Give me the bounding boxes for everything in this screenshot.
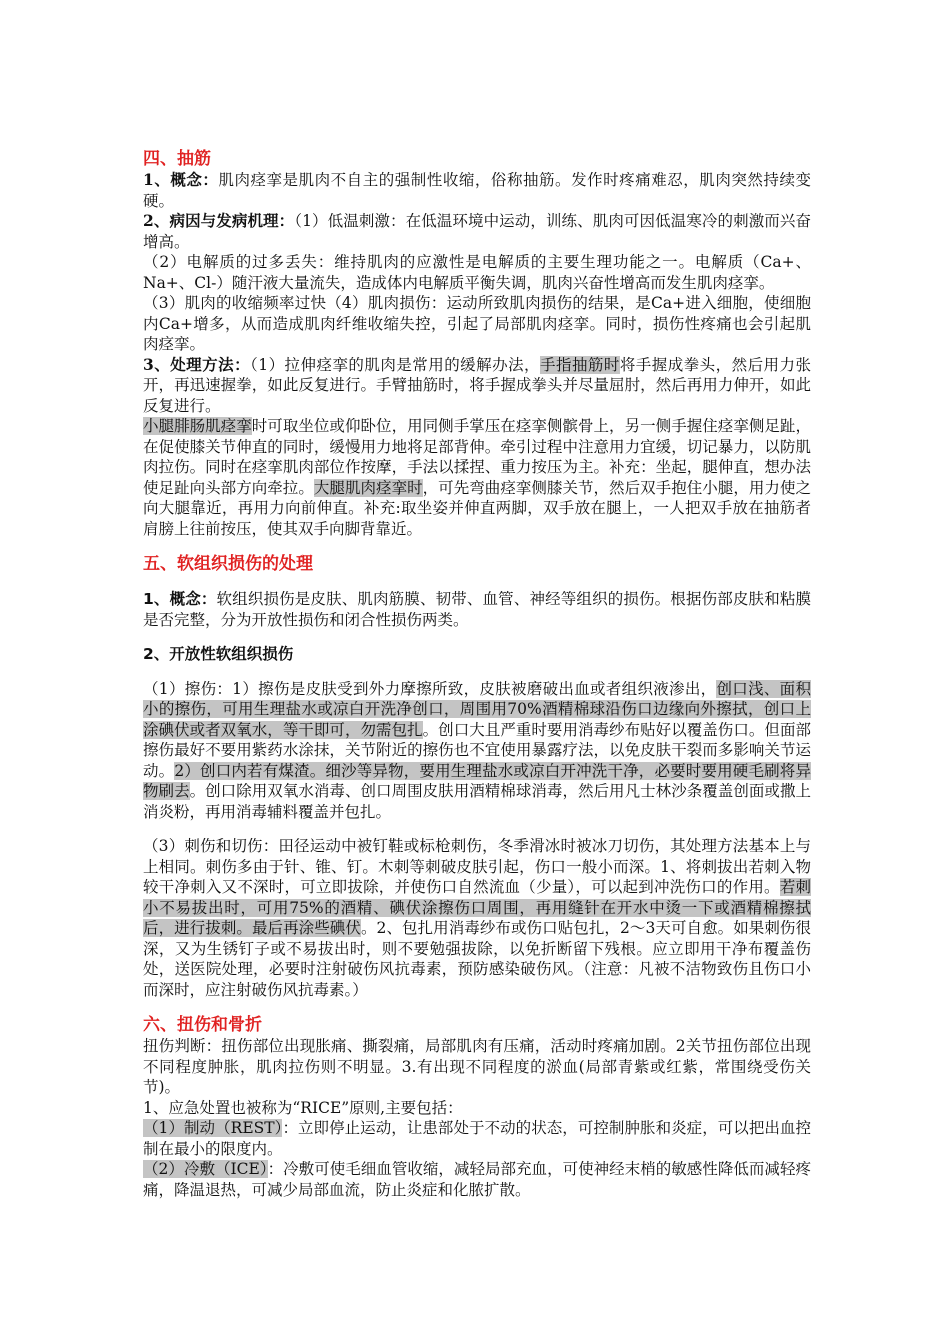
section-title-cramp: 四、抽筋 <box>143 149 211 169</box>
ice-text: ：冷敷可使毛细血管收缩，减轻局部充血，可使神经末梢的敏感性降低而减轻疼痛，降温退热，可减少局部血流，防止炎症和化脓扩散。 <box>143 1160 811 1199</box>
cramp-method-label: 3、处理方法： <box>143 354 251 374</box>
soft-tissue-concept-label: 1、概念： <box>143 590 217 608</box>
cramp-cause-text: （1）低温刺激：在低温环境中运动，训练、肌肉可因低温寒冷的刺激而兴奋增高。 <box>143 212 811 251</box>
rest-text: ：立即停止运动，让患部处于不动的状态，可控制肿胀和炎症，可以把出血控制在最小的限度内。 <box>143 1119 811 1158</box>
highlight-thigh-cramp: 大腿肌肉痉挛时 <box>313 478 423 497</box>
sprain-judge-paragraph: 扭伤判断：扭伤部位出现胀痛、撕裂痛，局部肌肉有压痛，活动时疼痛加剧。2关节扭伤部位出现不同程度肿胀，肌肉拉伤则不明显。3.有出现不同程度的淤血(局部青紫或红紫，常围绕受伤关节)。 <box>143 1037 811 1096</box>
cramp-concept-label: 1、概念： <box>143 170 219 189</box>
abrasion-paragraph <box>143 679 811 823</box>
stab-text-b: 。2、包扎用消毒纱布或伤口贴包扎，2～3天可自愈。如果刺伤很深，又为生锈钉子或不易拔出时，则不要勉强拔除，以免折断留下残根。应立即用干净布覆盖伤处，送医院处理，必要时注射破伤风抗毒素，预防感染破伤风。（注意：凡被不洁物致伤且伤口小而深时，应注射破伤风抗毒素。） <box>143 919 811 999</box>
cramp-cause3-paragraph: （3）肌肉的收缩频率过快（4）肌肉损伤：运动所致肌肉损伤的结果，是Ca+进入细胞，使细胞内Ca+增多，从而造成肌肉纤维收缩失控，引起了局部肌肉痉挛。同时，损伤性疼痛也会引起肌肉痉挛。 <box>143 294 811 353</box>
ice-paragraph <box>143 1159 811 1200</box>
cramp-concept-paragraph <box>143 170 811 211</box>
highlight-abrasion-small: 创口浅、面积小的擦伤，可用生理盐水或凉白开洗净创口，周围用70%酒精棉球沿伤口边缘向外擦拭，创口上涂碘伏或者双氧水，等干即可，勿需包扎 <box>143 679 811 739</box>
soft-tissue-concept-text: 软组织损伤是皮肤、肌肉筋膜、韧带、血管、神经等组织的损伤。根据伤部皮肤和粘膜是否完整，分为开放性损伤和闭合性损伤两类。 <box>143 590 811 629</box>
abrasion-text-b: 。创口大且严重时要用消毒纱布贴好以覆盖伤口。但面部擦伤最好不要用紫药水涂抹，关节附近的擦伤也不宜使用暴露疗法，以免皮肤干裂而多影响关节运动。 <box>143 720 811 780</box>
document-page <box>143 148 811 1200</box>
highlight-finger-cramp: 手指抽筋时 <box>540 355 620 374</box>
highlight-abrasion-debris: 2）创口内若有煤渣。细沙等异物，要用生理盐水或凉白开冲洗干净，必要时要用硬毛刷将异物刷去 <box>143 761 811 800</box>
rest-paragraph <box>143 1118 811 1159</box>
rice-paragraph: 1、应急处置也被称为“RICE”原则,主要包括： <box>143 1098 463 1117</box>
thigh-cramp-text: ，可先弯曲痉挛侧膝关节，然后双手抱住小腿，用力使之向大腿靠近，再用力向前伸直。补充:取坐姿并伸直两脚，双手放在腿上，一人把双手放在抽筋者肩膀上往前按压，使其双手向脚背靠近。 <box>143 478 811 538</box>
calf-cramp-paragraph <box>143 416 811 539</box>
cramp-method-text-a: （1）拉伸痉挛的肌肉是常用的缓解办法， <box>250 355 541 374</box>
stab-cut-paragraph <box>143 836 811 1000</box>
calf-cramp-text: 时可取坐位或仰卧位，用同侧手掌压在痉挛侧髌骨上，另一侧手握住痉挛侧足趾，在促使膝关节伸直的同时，缓慢用力地将足部背伸。牵引过程中注意用力宜缓，切记暴力，以防肌肉拉伤。同时在痉挛肌肉部位作按摩，手法以揉捏、重力按压为主。补充：坐起，腿伸直，想办法使足趾向头部方向牵拉。 <box>143 417 811 497</box>
section-title-soft-tissue: 五、软组织损伤的处理 <box>143 554 313 574</box>
soft-tissue-concept-paragraph <box>143 589 811 630</box>
cramp-cause-label: 2、病因与发病机理： <box>143 211 295 230</box>
abrasion-text-a: （1）擦伤：1）擦伤是皮肤受到外力摩擦所致，皮肤被磨破出血或者组织液渗出， <box>143 679 717 698</box>
cramp-cause-paragraph <box>143 211 811 252</box>
cramp-concept-text: 肌肉痉挛是肌肉不自主的强制性收缩，俗称抽筋。发作时疼痛难忍，肌肉突然持续变硬。 <box>143 171 811 210</box>
section-title-sprain-fracture: 六、扭伤和骨折 <box>143 1015 262 1035</box>
cramp-method-text-b: 将手握成拳头，然后用力张开，再迅速握拳，如此反复进行。手臂抽筋时，将手握成拳头并尽量屈肘，然后再用力伸开，如此反复进行。 <box>143 355 811 415</box>
abrasion-text-c: 。创口除用双氧水消毒、创口周围皮肤用酒精棉球消毒，然后用凡士林沙条覆盖创面或撒上消炎粉，再用消毒辅料覆盖并包扎。 <box>143 782 811 821</box>
highlight-ice: （2）冷敷（ICE） <box>143 1160 268 1178</box>
stab-text-a: （3）刺伤和切伤：田径运动中被钉鞋或标枪刺伤，冬季滑冰时被冰刀切伤，其处理方法基本上与上相同。刺伤多由于针、锥、钉。木刺等刺破皮肤引起，伤口一般小而深。1、将刺拔出若刺入物较干净刺入又不深时，可立即拔除，并使伤口自然流血（少量），可以起到冲洗伤口的作用。 <box>143 837 811 896</box>
highlight-calf-cramp: 小腿腓肠肌痉挛 <box>143 417 252 435</box>
highlight-splinter-removal: 若刺小不易拔出时，可用75%的酒精、碘伏涂擦伤口周围，再用缝针在开水中烫一下或酒精棉擦拭后，进行拔刺。最后再涂些碘伏 <box>143 878 811 937</box>
open-injury-subtitle: 2、开放性软组织损伤 <box>143 645 294 663</box>
highlight-rest: （1）制动（REST） <box>143 1119 283 1137</box>
cramp-method-paragraph <box>143 355 811 417</box>
cramp-cause2-paragraph: （2）电解质的过多丢失：维持肌肉的应激性是电解质的主要生理功能之一。电解质（Ca+、Na+、Cl-）随汗液大量流失，造成体内电解质平衡失调，肌肉兴奋性增高而发生肌肉痉挛。 <box>143 253 811 292</box>
